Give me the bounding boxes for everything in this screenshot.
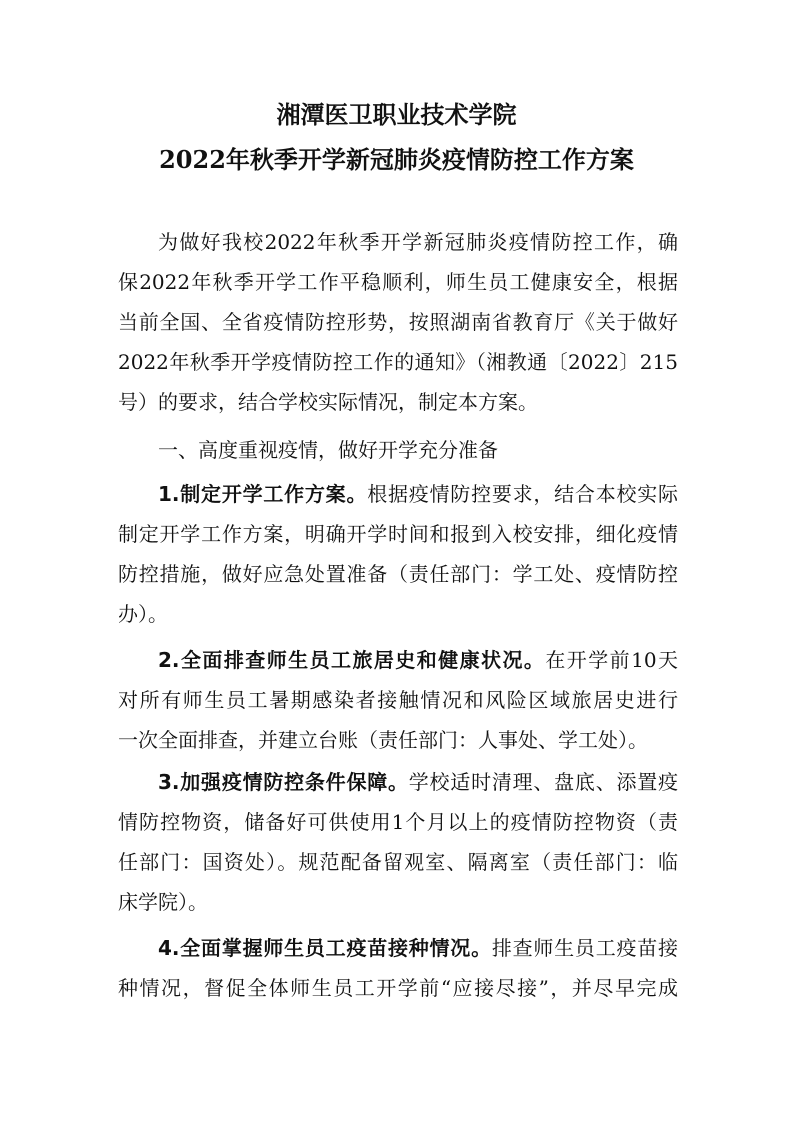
item-2-first-line xyxy=(118,640,678,680)
item-2-heading: 2.全面排查师生员工旅居史和健康状况。 xyxy=(158,648,546,672)
intro-line: 2022年秋季开学疫情防控工作的通知》（湘教通〔2022〕215 xyxy=(118,350,678,374)
item-4-line: 种情况，督促全体师生员工开学前“应接尽接”，并尽早完成 xyxy=(118,976,678,1000)
item-3-paragraph xyxy=(118,762,678,922)
item-4-heading: 4.全面掌握师生员工疫苗接种情况。 xyxy=(158,936,492,960)
item-1-line: 防控措施，做好应急处置准备（责任部门：学工处、疫情防控 xyxy=(118,562,678,586)
section1-heading: 一、高度重视疫情，做好开学充分准备 xyxy=(158,438,498,462)
item-4-text: 排查师生员工疫苗接 xyxy=(491,936,679,960)
document-title-line2: 2022年秋季开学新冠肺炎疫情防控工作方案 xyxy=(159,145,634,174)
intro-line: 为做好我校2022年秋季开学新冠肺炎疫情防控工作，确 xyxy=(158,230,678,254)
item-4-paragraph xyxy=(118,928,678,1008)
item-2-line: 一次全面排查，并建立台账（责任部门：人事处、学工处）。 xyxy=(118,728,648,752)
item-2-paragraph xyxy=(118,640,678,760)
item-3-first-line xyxy=(118,762,678,802)
section-heading xyxy=(118,430,678,470)
item-2-text: 在开学前10天 xyxy=(545,648,679,672)
item-1-text: 根据疫情防控要求，结合本校实际 xyxy=(367,482,679,506)
item-3-line: 任部门：国资处）。规范配备留观室、隔离室（责任部门：临 xyxy=(118,850,678,874)
item-1-heading: 1.制定开学工作方案。 xyxy=(158,482,368,506)
intro-paragraph xyxy=(118,222,678,422)
item-3-line: 床学院）。 xyxy=(118,890,208,914)
document-title-line1: 湘潭医卫职业技术学院 xyxy=(276,100,517,129)
item-4-first-line xyxy=(118,928,678,968)
item-1-line: 制定开学工作方案，明确开学时间和报到入校安排，细化疫情 xyxy=(118,522,678,546)
item-1-line: 办）。 xyxy=(118,602,168,626)
item-3-line: 情防控物资，储备好可供使用1个月以上的疫情防控物资（责 xyxy=(118,810,678,834)
item-3-text: 学校适时清理、盘底、添置疫 xyxy=(408,770,679,794)
item-1-paragraph xyxy=(118,474,678,634)
intro-line: 当前全国、全省疫情防控形势，按照湖南省教育厅《关于做好 xyxy=(118,310,678,334)
intro-line: 号）的要求，结合学校实际情况，制定本方案。 xyxy=(118,390,538,414)
item-3-heading: 3.加强疫情防控条件保障。 xyxy=(158,770,409,794)
item-2-line: 对所有师生员工暑期感染者接触情况和风险区域旅居史进行 xyxy=(118,688,678,712)
intro-line: 保2022年秋季开学工作平稳顺利，师生员工健康安全，根据 xyxy=(118,270,678,294)
item-1-first-line xyxy=(118,474,678,514)
